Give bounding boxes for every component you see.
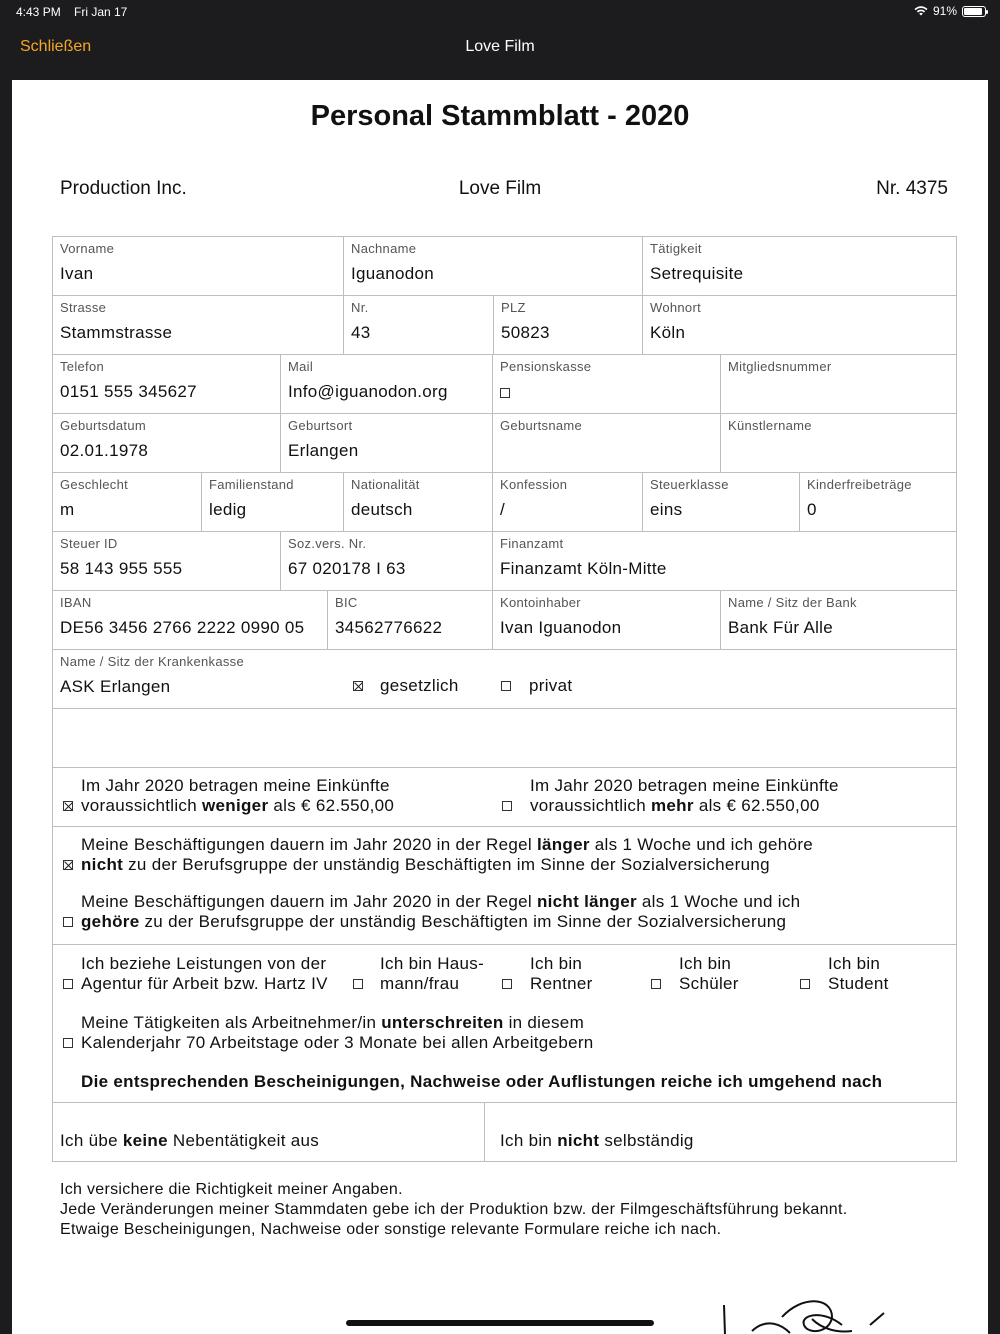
field-value: DE56 3456 2766 2222 0990 05 [60, 618, 305, 637]
field-label: Geschlecht [60, 477, 129, 492]
field-vorname[interactable] [53, 237, 344, 295]
field-value: Ivan [60, 264, 94, 283]
field-label: Name / Sitz der Krankenkasse [60, 654, 244, 669]
field-nationalitaet[interactable] [344, 473, 493, 531]
form-row [53, 237, 956, 296]
text-part: als 1 Woche und ich gehöre [589, 835, 814, 854]
hartz-checkbox[interactable] [63, 979, 73, 989]
option-line [81, 796, 394, 816]
text-part: in diesem [503, 1013, 585, 1032]
field-label: Künstlername [728, 418, 812, 433]
option-line: Im Jahr 2020 betragen meine Einkünfte [530, 776, 839, 795]
option-line [500, 1131, 694, 1151]
signature-image [712, 1295, 902, 1334]
field-value: ledig [209, 500, 247, 519]
income-section [53, 768, 956, 826]
field-value: 34562776622 [335, 618, 443, 637]
field-label: BIC [335, 595, 358, 610]
option-hausmann[interactable] [353, 954, 484, 994]
option-line [81, 1013, 594, 1033]
form-row [53, 768, 956, 827]
declaration-text [60, 1180, 848, 1240]
schueler-checkbox[interactable] [651, 979, 661, 989]
option-line: Rentner [530, 974, 593, 993]
text-bold: nicht [81, 855, 124, 874]
field-label: Geburtsname [500, 418, 583, 433]
field-value: 02.01.1978 [60, 441, 149, 460]
text-bold: nicht länger [536, 892, 637, 911]
field-value: Erlangen [288, 441, 359, 460]
company-name: Production Inc. [60, 178, 187, 199]
option-line [81, 855, 813, 875]
field-value: 50823 [501, 323, 550, 342]
option-hartz[interactable] [61, 954, 328, 994]
laenger-checkbox[interactable] [63, 860, 73, 870]
field-label: Kinderfreibeträge [807, 477, 912, 492]
field-value: Info@iguanodon.org [288, 382, 448, 401]
option-income-weniger[interactable] [61, 776, 394, 816]
field-geburtsname[interactable] [493, 414, 721, 472]
field-label: Wohnort [650, 300, 701, 315]
field-label: Kontoinhaber [500, 595, 581, 610]
option-nicht-laenger[interactable] [61, 892, 800, 932]
option-line: Schüler [679, 974, 739, 993]
pensionskasse-checkbox[interactable] [500, 388, 510, 398]
field-label: Vorname [60, 241, 115, 256]
field-value: / [500, 500, 506, 519]
battery-icon [962, 6, 986, 17]
income-mehr-checkbox[interactable] [502, 801, 512, 811]
field-label: Nachname [351, 241, 417, 256]
field-label: Steuerklasse [650, 477, 729, 492]
field-taetigkeit[interactable] [643, 237, 956, 295]
field-label: Telefon [60, 359, 105, 374]
status-bar [0, 0, 1000, 24]
field-telefon[interactable] [53, 355, 281, 413]
option-line: Ich bin Haus- [380, 954, 485, 973]
text-part: Meine Beschäftigungen dauern im Jahr 2020 in der Regel [81, 835, 537, 854]
field-value: 0 [807, 500, 817, 519]
field-sozvers[interactable] [281, 532, 493, 590]
text-bold: nicht [557, 1131, 600, 1150]
text-part: Ich übe [60, 1131, 123, 1150]
field-value: deutsch [351, 500, 413, 519]
rentner-checkbox[interactable] [502, 979, 512, 989]
field-kuenstlername[interactable] [721, 414, 956, 472]
field-value: Iguanodon [351, 264, 435, 283]
status-time: 4:43 PM [16, 5, 61, 19]
declaration-line: Jede Veränderungen meiner Stammdaten gebe ich der Produktion bzw. der Filmgeschäftsführung bekannt. [60, 1201, 848, 1218]
option-line [81, 892, 800, 912]
field-label: PLZ [501, 300, 526, 315]
field-value: ASK Erlangen [60, 677, 171, 696]
field-label: Geburtsort [288, 418, 353, 433]
gesetzlich-checkbox[interactable] [353, 681, 363, 691]
wifi-icon [914, 6, 928, 16]
field-kinderfreibetraege[interactable] [800, 473, 956, 531]
text-part: Meine Beschäftigungen dauern im Jahr 2020 in der Regel [81, 892, 537, 911]
field-selbstaendig[interactable] [485, 1103, 956, 1161]
nicht-laenger-checkbox[interactable] [63, 917, 73, 927]
text-part: voraussichtlich [81, 796, 203, 815]
field-nebentaetigkeit[interactable] [53, 1103, 485, 1161]
option-income-mehr[interactable] [502, 776, 839, 816]
field-value: 67 020178 I 63 [288, 559, 406, 578]
option-line: Ich bin [828, 954, 881, 973]
text-bold: gehöre [81, 912, 140, 931]
status-section [53, 945, 956, 1102]
field-label: Steuer ID [60, 536, 118, 551]
option-line: Agentur für Arbeit bzw. Hartz IV [81, 974, 328, 993]
field-label: Konfession [500, 477, 568, 492]
student-checkbox[interactable] [800, 979, 810, 989]
option-line [81, 835, 813, 855]
option-student[interactable] [800, 954, 889, 994]
option-laenger[interactable] [61, 835, 813, 875]
option-line: Kalenderjahr 70 Arbeitstage oder 3 Monate bei allen Arbeitgebern [81, 1033, 594, 1052]
nachweise-note: Die entsprechenden Bescheinigungen, Nachweise oder Auflistungen reiche ich umgehend nach [81, 1072, 883, 1091]
text-bold: keine [122, 1131, 168, 1150]
field-label: Nationalität [351, 477, 420, 492]
battery-percent: 91% [932, 4, 957, 18]
document-page[interactable] [12, 80, 988, 1334]
option-line [60, 1131, 319, 1151]
unterschreiten-checkbox[interactable] [63, 1038, 73, 1048]
text-part: Meine Tätigkeiten als Arbeitnehmer/in [81, 1013, 382, 1032]
field-label: Pensionskasse [500, 359, 592, 374]
form-row [53, 296, 956, 355]
text-part: Nebentätigkeit aus [167, 1131, 320, 1150]
option-line: Ich beziehe Leistungen von der [81, 954, 327, 973]
field-label: Finanzamt [500, 536, 564, 551]
field-value: 43 [351, 323, 371, 342]
field-label: Nr. [351, 300, 369, 315]
text-part: selbständig [599, 1131, 694, 1150]
field-label: Strasse [60, 300, 107, 315]
form-row [53, 1103, 956, 1161]
option-label: privat [529, 676, 573, 695]
nav-title: Love Film [465, 38, 535, 55]
field-value: 58 143 955 555 [60, 559, 183, 578]
field-mitgliedsnummer[interactable] [721, 355, 956, 413]
document-title: Personal Stammblatt - 2020 [310, 100, 690, 132]
field-value: m [60, 500, 75, 519]
project-name: Love Film [458, 178, 542, 199]
option-line: Im Jahr 2020 betragen meine Einkünfte [81, 776, 390, 795]
field-value: Bank Für Alle [728, 618, 834, 637]
field-nr[interactable] [344, 296, 494, 354]
option-line: Ich bin [530, 954, 583, 973]
form-row [53, 473, 956, 532]
text-bold: länger [536, 835, 590, 854]
field-label: Soz.vers. Nr. [288, 536, 367, 551]
form-row [53, 827, 956, 945]
field-pensionskasse[interactable] [493, 355, 721, 413]
field-krankenkasse[interactable] [53, 650, 956, 708]
personal-form [52, 236, 957, 1162]
text-part: Ich bin [500, 1131, 558, 1150]
checkbox-wrapper [500, 382, 713, 402]
field-nachname[interactable] [344, 237, 643, 295]
field-plz[interactable] [494, 296, 643, 354]
field-value: Setrequisite [650, 264, 744, 283]
field-finanzamt[interactable] [493, 532, 956, 590]
field-value: Ivan Iguanodon [500, 618, 622, 637]
field-wohnort[interactable] [643, 296, 956, 354]
text-bold: unterschreiten [381, 1013, 504, 1032]
employment-section [53, 827, 956, 944]
field-label: Tätigkeit [650, 241, 702, 256]
option-line: Student [828, 974, 889, 993]
field-label: Name / Sitz der Bank [728, 595, 857, 610]
field-value: 0151 555 345627 [60, 382, 197, 401]
privat-checkbox[interactable] [501, 681, 511, 691]
option-rentner[interactable] [502, 954, 593, 994]
field-geschlecht[interactable] [53, 473, 202, 531]
text-bold: weniger [202, 796, 269, 815]
hausmann-checkbox[interactable] [353, 979, 363, 989]
text-part: voraussichtlich [530, 796, 652, 815]
status-right [914, 4, 986, 18]
field-mail[interactable] [281, 355, 493, 413]
field-value: Finanzamt Köln-Mitte [500, 559, 667, 578]
text-part: als 1 Woche und ich [636, 892, 801, 911]
field-label: IBAN [60, 595, 92, 610]
text-part: zu der Berufsgruppe der unständig Beschäftigten im Sinne der Sozialversicherung [139, 912, 787, 931]
option-line [530, 796, 839, 816]
text-bold: mehr [651, 796, 694, 815]
field-value: eins [650, 500, 683, 519]
field-steuer-id[interactable] [53, 532, 281, 590]
field-value: Köln [650, 323, 686, 342]
field-familienstand[interactable] [202, 473, 344, 531]
form-row [53, 709, 956, 768]
home-indicator[interactable] [346, 1320, 654, 1326]
field-bic[interactable] [328, 591, 493, 649]
form-row [53, 650, 956, 709]
option-privat[interactable] [501, 676, 572, 696]
document-number: Nr. 4375 [876, 178, 948, 199]
field-label: Familienstand [209, 477, 294, 492]
battery-level [964, 8, 982, 15]
option-gesetzlich[interactable] [353, 676, 459, 696]
option-line: Ich bin [679, 954, 732, 973]
field-strasse[interactable] [53, 296, 344, 354]
field-steuerklasse[interactable] [643, 473, 800, 531]
income-weniger-checkbox[interactable] [63, 801, 73, 811]
status-date: Fri Jan 17 [74, 5, 128, 19]
form-row [53, 532, 956, 591]
field-label: Geburtsdatum [60, 418, 146, 433]
option-schueler[interactable] [651, 954, 739, 994]
navigation-bar [0, 24, 1000, 76]
field-bank[interactable] [721, 591, 956, 649]
text-part: als € 62.550,00 [268, 796, 395, 815]
form-row [53, 355, 956, 414]
option-label: gesetzlich [380, 676, 459, 695]
field-label: Mail [288, 359, 314, 374]
form-row [53, 414, 956, 473]
close-button[interactable]: Schließen [20, 38, 92, 55]
declaration-line: Etwaige Bescheinigungen, Nachweise oder sonstige relevante Formulare reiche ich nach. [60, 1221, 722, 1238]
form-row [53, 945, 956, 1103]
empty-row [53, 709, 956, 767]
declaration-line: Ich versichere die Richtigkeit meiner Angaben. [60, 1181, 403, 1198]
option-unterschreiten[interactable] [61, 1013, 594, 1053]
field-konfession[interactable] [493, 473, 643, 531]
form-row [53, 591, 956, 650]
field-value: Stammstrasse [60, 323, 173, 342]
text-part: zu der Berufsgruppe der unständig Beschäftigten im Sinne der Sozialversicherung [123, 855, 770, 874]
field-geburtsort[interactable] [281, 414, 493, 472]
option-line: mann/frau [380, 974, 460, 993]
option-line [81, 912, 800, 932]
field-iban[interactable] [53, 591, 328, 649]
field-geburtsdatum[interactable] [53, 414, 281, 472]
field-label: Mitgliedsnummer [728, 359, 832, 374]
text-part: als € 62.550,00 [693, 796, 820, 815]
field-kontoinhaber[interactable] [493, 591, 721, 649]
